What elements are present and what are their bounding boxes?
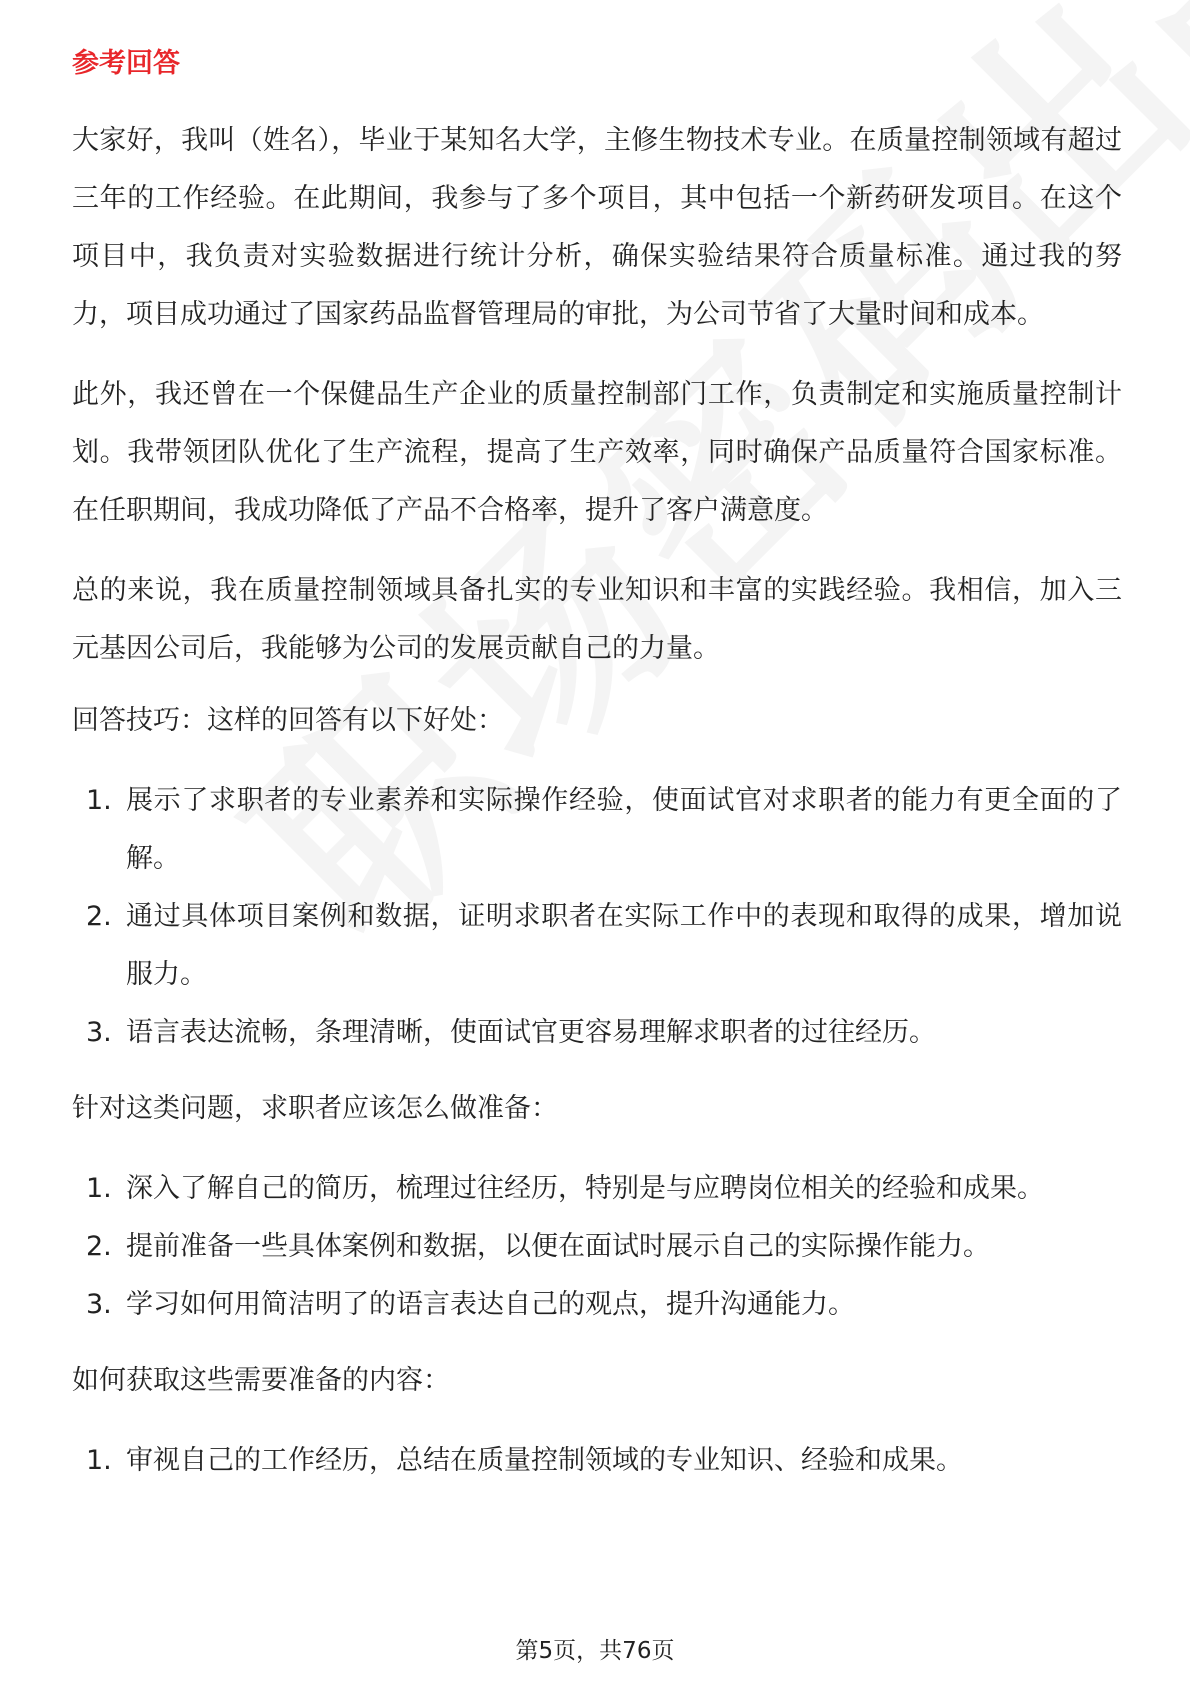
list-number: 1. [86,1445,112,1476]
list-number: 2. [86,1231,112,1262]
prepare-list [72,1160,1122,1334]
list-item-text: 审视自己的工作经历，总结在质量控制领域的专业知识、经验和成果。 [126,1445,963,1476]
list-item-text: 学习如何用简洁明了的语言表达自己的观点，提升沟通能力。 [126,1289,855,1320]
prepare-intro: 针对这类问题，求职者应该怎么做准备： [72,1093,558,1124]
list-item-text: 展示了求职者的专业素养和实际操作经验，使面试官对求职者的能力有更全面的了解。 [126,785,1122,874]
answer-paragraph-2: 此外，我还曾在一个保健品生产企业的质量控制部门工作，负责制定和实施质量控制计划。我带领团队优化了生产流程，提高了生产效率，同时确保产品质量符合国家标准。在任职期间，我成功降低了产品不合格率，提升了客户满意度。 [72,379,1122,526]
list-item [72,1004,1122,1062]
tips-list [72,772,1122,1062]
obtain-list [72,1432,1122,1490]
list-item-text: 通过具体项目案例和数据，证明求职者在实际工作中的表现和取得的成果，增加说服力。 [126,901,1122,990]
list-item-text: 语言表达流畅，条理清晰，使面试官更容易理解求职者的过往经历。 [126,1017,936,1048]
list-number: 2. [86,901,112,932]
list-item [72,1276,1122,1334]
list-item [72,1432,1122,1490]
answer-paragraph-1: 大家好，我叫（姓名），毕业于某知名大学，主修生物技术专业。在质量控制领域有超过三年的工作经验。在此期间，我参与了多个项目，其中包括一个新药研发项目。在这个项目中，我负责对实验数据进行统计分析，确保实验结果符合质量标准。通过我的努力，项目成功通过了国家药品监督管理局的审批，为公司节省了大量时间和成本。 [72,125,1122,330]
list-number: 1. [86,1173,112,1204]
document-content [72,44,1122,1508]
list-item [72,772,1122,888]
list-item [72,888,1122,1004]
list-item-text: 提前准备一些具体案例和数据，以便在面试时展示自己的实际操作能力。 [126,1231,990,1262]
answer-paragraph-3: 总的来说，我在质量控制领域具备扎实的专业知识和丰富的实践经验。我相信，加入三元基因公司后，我能够为公司的发展贡献自己的力量。 [72,575,1122,664]
list-number: 1. [86,785,112,816]
list-item [72,1160,1122,1218]
section-heading: 参考回答 [72,48,180,79]
list-item-text: 深入了解自己的简历，梳理过往经历，特别是与应聘岗位相关的经验和成果。 [126,1173,1044,1204]
list-item [72,1218,1122,1276]
list-number: 3. [86,1017,112,1048]
page-number-footer: 第5页，共76页 [515,1638,675,1664]
list-number: 3. [86,1289,112,1320]
obtain-intro: 如何获取这些需要准备的内容： [72,1365,450,1396]
tips-intro: 回答技巧：这样的回答有以下好处： [72,705,504,736]
